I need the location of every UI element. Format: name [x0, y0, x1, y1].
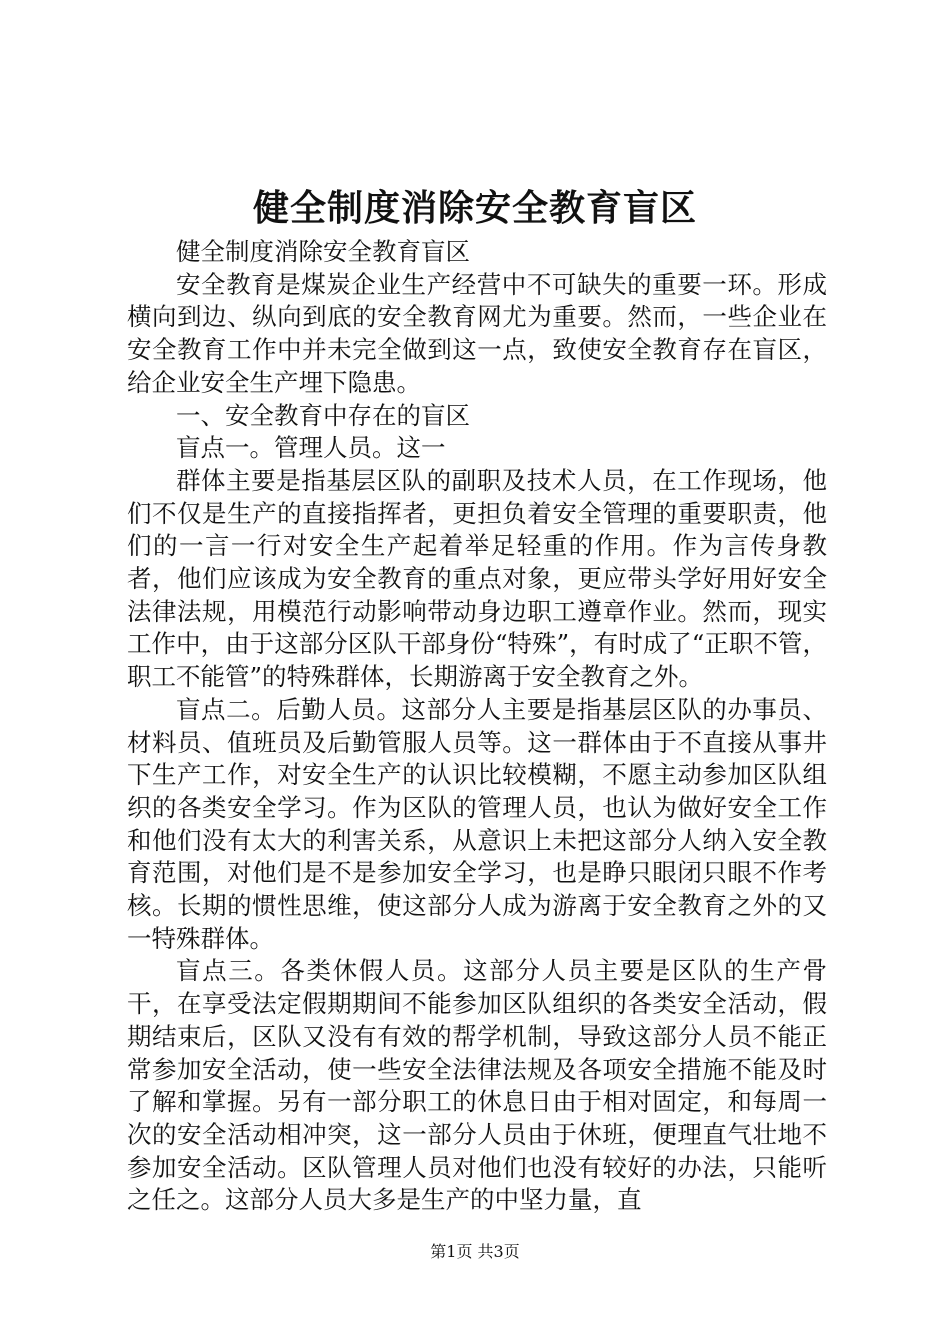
paragraph-blindspot-1: 群体主要是指基层区队的副职及技术人员，在工作现场，他们不仅是生产的直接指挥者，更担负着安全管理的重要职责，他们的一言一行对安全生产起着举足轻重的作用。作为言传身教者，他们应该成为安全教育的重点对象，更应带头学好用好安全法律法规，用模范行动影响带动身边职工遵章作业。然而，现实工作中，由于这部分区队干部身份“特殊”，有时成了“正职不管，职工不能管”的特殊群体，长期游离于安全教育之外。 [127, 465, 827, 692]
paragraph-subtitle: 健全制度消除安全教育盲区 [176, 237, 470, 266]
paragraph-blindspot-2: 盲点二。后勤人员。这部分人主要是指基层区队的办事员、材料员、值班员及后勤管服人员等。这一群体由于不直接从事井下生产工作，对安全生产的认识比较模糊，不愿主动参加区队组织的各类安全学习。作为区队的管理人员，也认为做好安全工作和他们没有太大的利害关系，从意识上未把这部分人纳入安全教育范围，对他们是不是参加安全学习，也是睁只眼闭只眼不作考核。长期的惯性思维，使这部分人成为游离于安全教育之外的又一特殊群体。 [127, 694, 827, 953]
paragraph-blindspot-3: 盲点三。各类休假人员。这部分人员主要是区队的生产骨干，在享受法定假期期间不能参加区队组织的各类安全活动，假期结束后，区队又没有有效的帮学机制，导致这部分人员不能正常参加安全活动，使一些安全法律法规及各项安全措施不能及时了解和掌握。另有一部分职工的休息日由于相对固定，和每周一次的安全活动相冲突，这一部分人员由于休班，便理直气壮地不参加安全活动。区队管理人员对他们也没有较好的办法，只能听之任之。这部分人员大多是生产的中坚力量，直 [127, 956, 827, 1215]
paragraph-intro: 安全教育是煤炭企业生产经营中不可缺失的重要一环。形成横向到边、纵向到底的安全教育网尤为重要。然而，一些企业在安全教育工作中并未完全做到这一点，致使安全教育存在盲区，给企业安全生产埋下隐患。 [127, 269, 827, 397]
section-heading: 一、安全教育中存在的盲区 [176, 400, 470, 430]
paragraph-blindspot-1-heading: 盲点一。管理人员。这一 [176, 433, 446, 463]
page-number-footer: 第1页 共3页 [430, 1242, 520, 1261]
document-body [127, 236, 827, 1217]
document-title: 健全制度消除安全教育盲区 [252, 187, 697, 229]
